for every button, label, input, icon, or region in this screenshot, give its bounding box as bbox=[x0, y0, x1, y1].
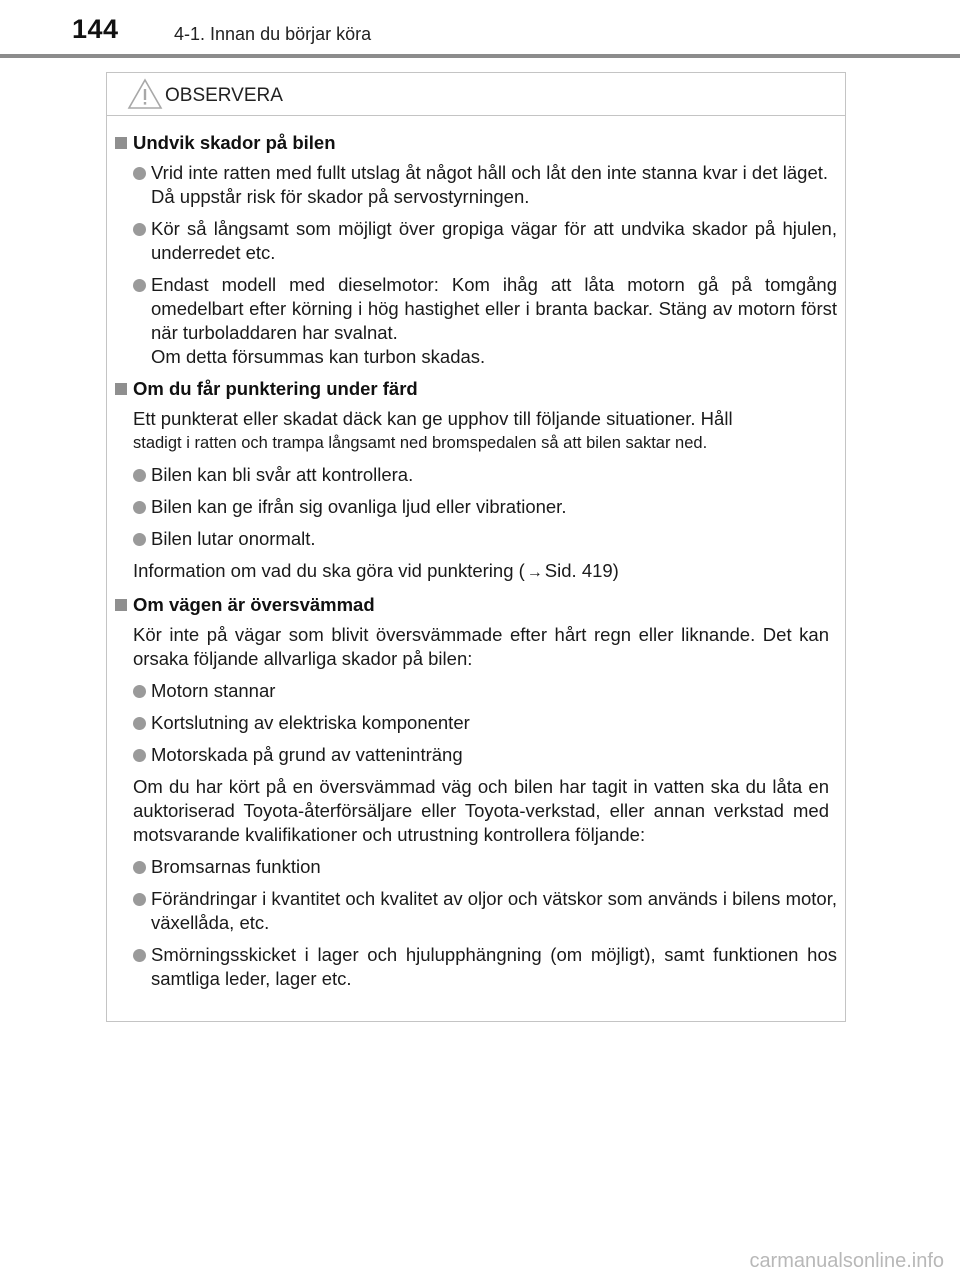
round-bullet-icon bbox=[133, 533, 146, 546]
list-item: Motorn stannar bbox=[133, 679, 837, 703]
notice-header bbox=[107, 73, 845, 116]
list-item: Bromsarnas funktion bbox=[133, 855, 837, 879]
round-bullet-icon bbox=[133, 685, 146, 698]
list-item: Kortslutning av elektriska komponenter bbox=[133, 711, 837, 735]
round-bullet-icon bbox=[133, 949, 146, 962]
paragraph: Om du har kört på en översvämmad väg och bilen har tagit in vatten ska du låta en auktoriserad Toyota-återförsäljare eller Toyota-verkstad, eller annan verkstad med motsvarande kvalifikationer och utrustning kontrollera följande: bbox=[133, 776, 829, 845]
paragraph: Ett punkterat eller skadat däck kan ge upphov till följande situationer. Håll bbox=[133, 408, 733, 429]
list-item: Bilen kan bli svår att kontrollera. bbox=[133, 463, 837, 487]
list-item: Bilen lutar onormalt. bbox=[133, 527, 837, 551]
square-bullet-icon bbox=[115, 137, 127, 149]
warning-triangle-icon bbox=[127, 78, 163, 110]
round-bullet-icon bbox=[133, 749, 146, 762]
list-item: Smörningsskicket i lager och hjulupphängning (om möjligt), samt funktionen hos samtliga leder, lager etc. bbox=[133, 943, 837, 991]
list-item: Vrid inte ratten med fullt utslag åt något håll och låt den inte stanna kvar i det läget. Då uppstår risk för skador på servostyrningen. bbox=[133, 161, 837, 209]
notice-box bbox=[106, 72, 846, 1022]
list-item: Endast modell med dieselmotor: Kom ihåg att låta motorn gå på tomgång omedelbart efter körning i hög hastighet eller i branta backar. Stäng av motorn först när turboladdaren har svalnat. Om detta försummas kan turbon skadas. bbox=[133, 273, 837, 369]
square-bullet-icon bbox=[115, 383, 127, 395]
list-item: Förändringar i kvantitet och kvalitet av oljor och vätskor som används i bilens motor, växellåda, etc. bbox=[133, 887, 837, 935]
header-divider bbox=[0, 54, 960, 58]
round-bullet-icon bbox=[133, 861, 146, 874]
section-title: 4-1. Innan du börjar köra bbox=[174, 24, 372, 44]
round-bullet-icon bbox=[133, 279, 146, 292]
round-bullet-icon bbox=[133, 893, 146, 906]
notice-title: OBSERVERA bbox=[165, 85, 283, 106]
list-item: Bilen kan ge ifrån sig ovanliga ljud eller vibrationer. bbox=[133, 495, 837, 519]
notice-content bbox=[107, 131, 845, 999]
list-item: Kör så långsamt som möjligt över gropiga vägar för att undvika skador på hjulen, underredet etc. bbox=[133, 217, 837, 265]
section-heading: Om du får punktering under färd bbox=[107, 377, 845, 401]
arrow-right-icon: → bbox=[526, 564, 543, 581]
page-header bbox=[0, 0, 960, 58]
page-number: 144 bbox=[72, 14, 119, 44]
page-reference: Information om vad du ska göra vid punktering ( → Sid. 419) bbox=[133, 559, 829, 585]
page-link[interactable]: Sid. 419) bbox=[544, 560, 619, 581]
round-bullet-icon bbox=[133, 469, 146, 482]
round-bullet-icon bbox=[133, 717, 146, 730]
list-item: Motorskada på grund av vatteninträng bbox=[133, 743, 837, 767]
paragraph: Kör inte på vägar som blivit översvämmade efter hårt regn eller liknande. Det kan orsaka följande allvarliga skador på bilen: bbox=[133, 624, 829, 669]
section-heading: Om vägen är översvämmad bbox=[107, 593, 845, 617]
paragraph: stadigt i ratten och trampa långsamt ned bromspedalen så att bilen saktar ned. bbox=[133, 434, 708, 452]
section-heading: Undvik skador på bilen bbox=[107, 131, 845, 155]
round-bullet-icon bbox=[133, 223, 146, 236]
watermark: carmanualsonline.info bbox=[749, 1250, 944, 1272]
round-bullet-icon bbox=[133, 501, 146, 514]
round-bullet-icon bbox=[133, 167, 146, 180]
square-bullet-icon bbox=[115, 599, 127, 611]
